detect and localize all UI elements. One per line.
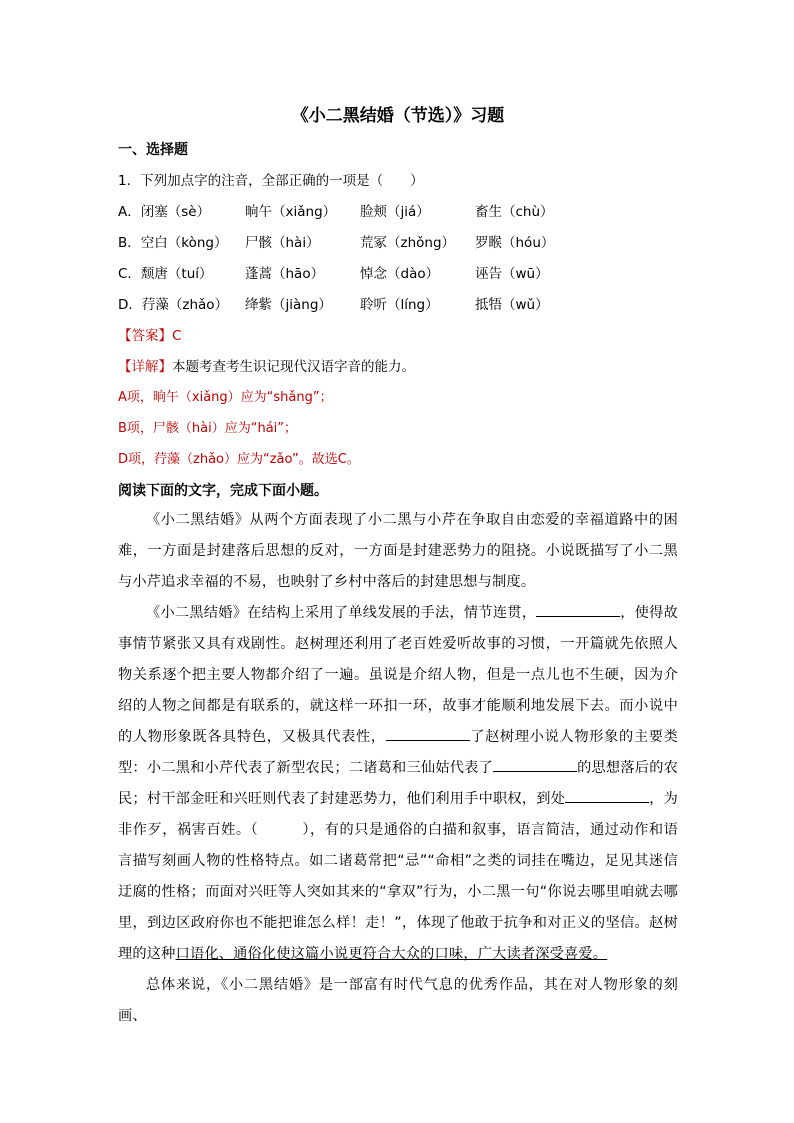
reading-prompt: 阅读下面的文字，完成下面小题。 (118, 483, 328, 499)
passage-text: ，使得故事情节紧张又具有戏剧性。赵树理还利用了老百姓爱听故事的习惯，一开篇就先依照人物关系逐个把主要人物都介绍了一遍。虽说是介绍人物，但是一点儿也不生硬，因为介绍的人物之间都是有联系的，就这样一环扣一环，故事才能顺利地发展下去。而小说中的人物形象既各具特色，又极具代表性， (118, 605, 678, 745)
explanation-b: B项，尸骸（hài）应为“hái”； (118, 421, 298, 436)
detail-line (118, 357, 678, 377)
option-item: A．闭塞（sè） (118, 204, 211, 220)
passage-text: 了赵树理小说人物形象的主要类型：小二黑和小芹代表了新型农民；二诸葛和三仙姑代表了 (118, 729, 678, 776)
option-item: 罗睺（hóu） (475, 235, 555, 251)
page-title: 《小二黑结婚（节选）》习题 (291, 106, 505, 126)
passage-paragraph-2 (118, 598, 678, 970)
option-item: 畜生（chù） (475, 204, 554, 220)
option-row-a (118, 202, 678, 222)
passage-text: ，为非作歹，祸害百姓。（ ），有的只是通俗的白描和叙事，语言简洁，通过动作和语言描写刻画人物的性格特点。如二诸葛常把“忌”“命相”之类的词挂在嘴边，足见其迷信迂腐的性格；而面对兴旺等人突如其来的“拿双”行为，小二黑一句“你说去哪里咱就去哪里，到边区政府你也不能把谁怎么样！走！”，体现了他敢于抗争和对正义的坚信。赵树理的这种 (118, 791, 679, 962)
answer-value: C (172, 328, 182, 344)
option-item: B．空白（kòng） (118, 235, 228, 251)
passage-paragraph-3: 总体来说，《小二黑结婚》是一部富有时代气息的优秀作品，其在对人物形象的刻画、 (118, 977, 678, 1024)
question-stem: 1．下列加点字的注音，全部正确的一项是（ ） (118, 173, 424, 189)
fill-blank-1 (536, 600, 620, 617)
option-row-d (118, 295, 678, 315)
passage-text: 的思想落后的农民；村干部金旺和兴旺则代表了封建恶势力，他们利用手中职权，到处 (118, 760, 678, 807)
fill-blank-3 (493, 755, 577, 772)
option-item: 晌午（xiǎng） (245, 204, 337, 220)
option-item: 脸颊（jiá） (360, 204, 430, 220)
option-item: 悼念（dào） (360, 266, 440, 282)
option-item: 抵牾（wǔ） (475, 297, 549, 313)
option-item: 蓬蒿（hāo） (245, 266, 325, 282)
option-item: 绛紫（jiàng） (245, 297, 332, 313)
fill-blank-2 (386, 724, 470, 741)
answer-tag: 【答案】 (118, 328, 172, 344)
option-item: 尸骸（hài） (245, 235, 320, 251)
passage-paragraph-1: 《小二黑结婚》从两个方面表现了小二黑与小芹在争取自由恋爱的幸福道路中的困难，一方面是封建落后思想的反对，一方面是封建恶势力的阻挠。小说既描写了小二黑与小芹追求幸福的不易，也映射了乡村中落后的封建思想与制度。 (118, 512, 678, 590)
answer-line (118, 326, 678, 346)
option-row-b (118, 233, 678, 253)
document-page (118, 104, 678, 1032)
option-item: 诬告（wū） (475, 266, 549, 282)
option-item: C．颓唐（tuí） (118, 266, 213, 282)
option-item: D．荇藻（zhǎo） (118, 297, 229, 313)
passage-text: 《小二黑结婚》在结构上采用了单线发展的手法，情节连贯， (146, 605, 537, 621)
option-item: 荒冢（zhǒng） (360, 235, 456, 251)
explanation-a: A项，晌午（xiǎng）应为“shǎng”； (118, 390, 333, 405)
section-heading: 一、选择题 (118, 142, 188, 158)
fill-blank-4 (565, 786, 649, 803)
underlined-text: 口语化、通俗化使这篇小说更符合大众的口味，广大读者深受喜爱。 (175, 946, 608, 962)
detail-tag: 【详解】 (118, 359, 172, 375)
option-row-c (118, 264, 678, 284)
explanation-d: D项，荇藻（zhǎo）应为“zǎo”。故选C。 (118, 452, 360, 467)
option-item: 聆听（líng） (360, 297, 439, 313)
detail-text: 本题考查考生识记现代汉语字音的能力。 (172, 359, 415, 375)
